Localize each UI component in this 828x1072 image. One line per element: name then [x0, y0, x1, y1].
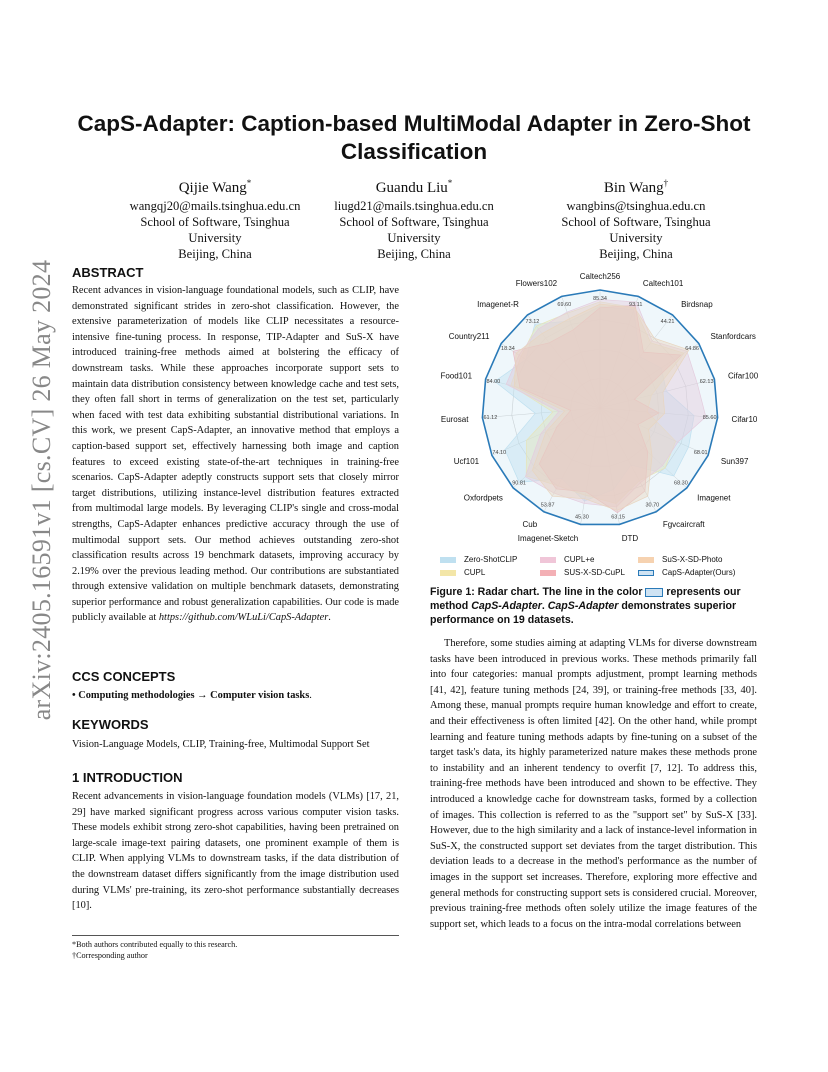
radar-axis-label: Eurosat — [440, 414, 469, 424]
author-2: Guandu Liu* liugd21@mails.tsinghua.edu.cn School of Software, Tsinghua University Beijing, China — [334, 178, 494, 261]
keywords-heading: KEYWORDS — [72, 717, 149, 732]
author-3: Bin Wang† wangbins@tsinghua.edu.cn School of Software, Tsinghua University Beijing, China — [561, 178, 711, 261]
radar-axis-label: Caltech256 — [579, 272, 621, 281]
radar-value-label: 69.60 — [557, 301, 572, 308]
legend-swatch — [440, 557, 456, 563]
ccs-text: • Computing methodologies → Computer vision tasks. — [72, 690, 312, 701]
abstract-text: Recent advances in vision-language foundational models, such as CLIP, have demonstrated significant strides in zero-shot classification. However, the extensive parameterization of models like CLIP necessitates a resource-intensive fine-tuning process. In response, TIP-Adapter and SuS-X have introduced training-free methods aimed at bolstering the efficacy of downstream tasks. While these approaches incorporate support sets to maintain data distribution consistency between knowledge cache and test sets, they often fall short in terms of generalization on the test set, particularly when faced with test data exhibiting substantial distributional variations. In this work, we present CapS-Adapter, an innovative method that employs a caption-based support set, effectively harnessing both image and caption features to exceed existing state-of-the-art techniques in training-free scenarios. CapS-Adapter adeptly constructs support sets that closely mirror target distributions, utilizing instance-level distribution features extracted from multimodal large models. By leveraging CLIP's single and cross-modal strengths, CapS-Adapter enhances predictive accuracy through the use of multimodal support sets. Our method achieves outstanding zero-shot classification results across 19 benchmark datasets, improving accuracy by 2.19% over the previous leading method. Our contributions are substantiated through extensive validation on multiple benchmark datasets, demonstrating superior performance and robust generalization capabilities. Our code is made publicly available at https://github.com/WLuLi/CapS-Adapter. — [72, 285, 399, 624]
radar-axis-label: Ucf101 — [453, 457, 480, 467]
intro-paragraph-1: Recent advancements in vision-language foundation models (VLMs) [17, 21, 29] have marked significant progress across various computer vision tasks. These models exhibit strong zero-shot capabilities, having been pretrained on large-scale image-text pairing datasets, one prominent example of them is CLIP. When applying VLMs to downstream tasks, if the data distribution of the downstream dataset differs significantly from the image distribution used during VLMs' pre-training, its zero-shot performance substantially decreases [10]. — [72, 791, 399, 912]
radar-value-label: 18.34 — [501, 345, 515, 352]
radar-chart — [430, 268, 770, 553]
radar-value-label: 30.70 — [645, 502, 660, 509]
radar-axis-label: DTD — [621, 534, 639, 544]
legend-swatch — [440, 570, 456, 576]
radar-value-label: 85.34 — [593, 296, 607, 302]
footnotes: *Both authors contributed equally to this research. †Corresponding author — [72, 935, 399, 961]
radar-value-label: 73.12 — [525, 319, 540, 326]
abstract-heading: ABSTRACT — [72, 265, 144, 280]
radar-axis-label: Flowers102 — [515, 279, 558, 289]
legend-item-sus-x-sd-cupl: SUS-X-SD-CuPL — [540, 568, 625, 577]
radar-value-label: 53.87 — [540, 502, 555, 509]
radar-value-label: 68.30 — [674, 480, 688, 487]
figure-caption: Figure 1: Radar chart. The line in the color represents our method CapS-Adapter. CapS-Adapter demonstrates superior performance on 19 datasets. — [430, 586, 741, 626]
legend-item-zero-shotclip: Zero-ShotCLIP — [440, 555, 517, 564]
radar-value-label: 63.15 — [611, 514, 625, 521]
arxiv-sidebar: arXiv:2405.16591v1 [cs.CV] 26 May 2024 — [27, 259, 56, 721]
ccs-heading: CCS CONCEPTS — [72, 669, 176, 684]
radar-axis-label: Imagenet — [697, 493, 731, 503]
radar-axis-label: Food101 — [440, 371, 473, 381]
legend-item-sus-x-sd-photo: SuS-X-SD-Photo — [638, 555, 722, 564]
legend-item-cupl-e: CUPL+e — [540, 555, 594, 564]
legend-item-caps-adapter: CapS-Adapter(Ours) — [638, 568, 735, 577]
paper-title: CapS-Adapter: Caption-based MultiModal Adapter in Zero-Shot Classification — [77, 111, 751, 164]
radar-series-caps-adapter-ours- — [482, 290, 717, 524]
radar-value-label: 44.21 — [660, 319, 675, 326]
legend-swatch — [638, 557, 654, 563]
radar-axis-label: Fgvcaircraft — [662, 520, 705, 530]
radar-value-label: 85.60 — [702, 415, 717, 422]
radar-value-label: 68.01 — [693, 450, 708, 457]
radar-axis-label: Country211 — [448, 331, 490, 341]
code-link[interactable]: https://github.com/WLuLi/CapS-Adapter — [158, 612, 329, 624]
radar-value-label: 74.10 — [492, 450, 507, 457]
radar-value-label: 61.12 — [483, 415, 498, 422]
radar-axis-label: Cifar100 — [727, 371, 759, 381]
legend-swatch — [540, 557, 556, 563]
author-1: Qijie Wang* wangqj20@mails.tsinghua.edu.cn School of Software, Tsinghua University Beijing, China — [129, 178, 301, 261]
radar-axis-label: Caltech101 — [642, 279, 684, 289]
radar-axis-label: Birdsnap — [681, 299, 713, 309]
caps-adapter-color-swatch — [645, 588, 663, 597]
radar-axis-label: Oxfordpets — [463, 493, 503, 503]
legend-swatch — [638, 570, 654, 576]
radar-axis-label: Imagenet-R — [477, 299, 519, 309]
radar-axis-label: Cub — [522, 520, 538, 530]
radar-axis-label: Cifar10 — [731, 414, 758, 424]
intro-heading: 1 INTRODUCTION — [72, 770, 183, 785]
radar-value-label: 84.00 — [486, 378, 501, 385]
legend-swatch — [540, 570, 556, 576]
intro-paragraph-2: Therefore, some studies aiming at adapting VLMs for diverse downstream tasks have been introduced in previous works. These methods primarily fall into four categories: manual prompts adjustment, prompt learning methods [41, 42], feature tuning methods [24, 39], or training-free methods [33, 40]. Among these, manual prompts require human knowledge and effort to create, and their effectiveness is often limited [42]. On the other hand, while prompt learning and feature tuning methods adapts by fine-tuning on a subset of the target task's data, its highly parameterized nature makes these methods prone to instability and an inherent tendency to overfit [7, 12]. To address this, training-free methods have been introduced and shown to be effective. They introduced a knowledge cache for downstream tasks, formed by a collection of images. This collection is referred to as the "support set" by SuS-X [33]. However, due to the high similarity and a lack of instance-level information in SuS-X, the constructed support set deviates from the target distribution. This deviation leads to a decrease in the method's performance as the number of images in the support set increases. Therefore, exploring more effective and general methods for constructing support sets is considered crucial. Moreover, previous training-free methods often solely utilize the image features of the support set, which leads to a focus on the intra-modal correlations between — [430, 638, 757, 930]
radar-axis-label: Stanfordcars — [710, 331, 756, 341]
radar-value-label: 93.11 — [629, 301, 643, 308]
radar-axis-label: Imagenet-Sketch — [517, 534, 579, 544]
legend-item-cupl: CUPL — [440, 568, 485, 577]
radar-value-label: 62.13 — [699, 378, 714, 385]
radar-value-label: 64.86 — [685, 345, 699, 352]
radar-value-label: 45.30 — [575, 514, 589, 521]
radar-value-label: 90.81 — [512, 480, 526, 487]
radar-axis-label: Sun397 — [720, 457, 749, 467]
keywords-text: Vision-Language Models, CLIP, Training-free, Multimodal Support Set — [72, 739, 370, 750]
